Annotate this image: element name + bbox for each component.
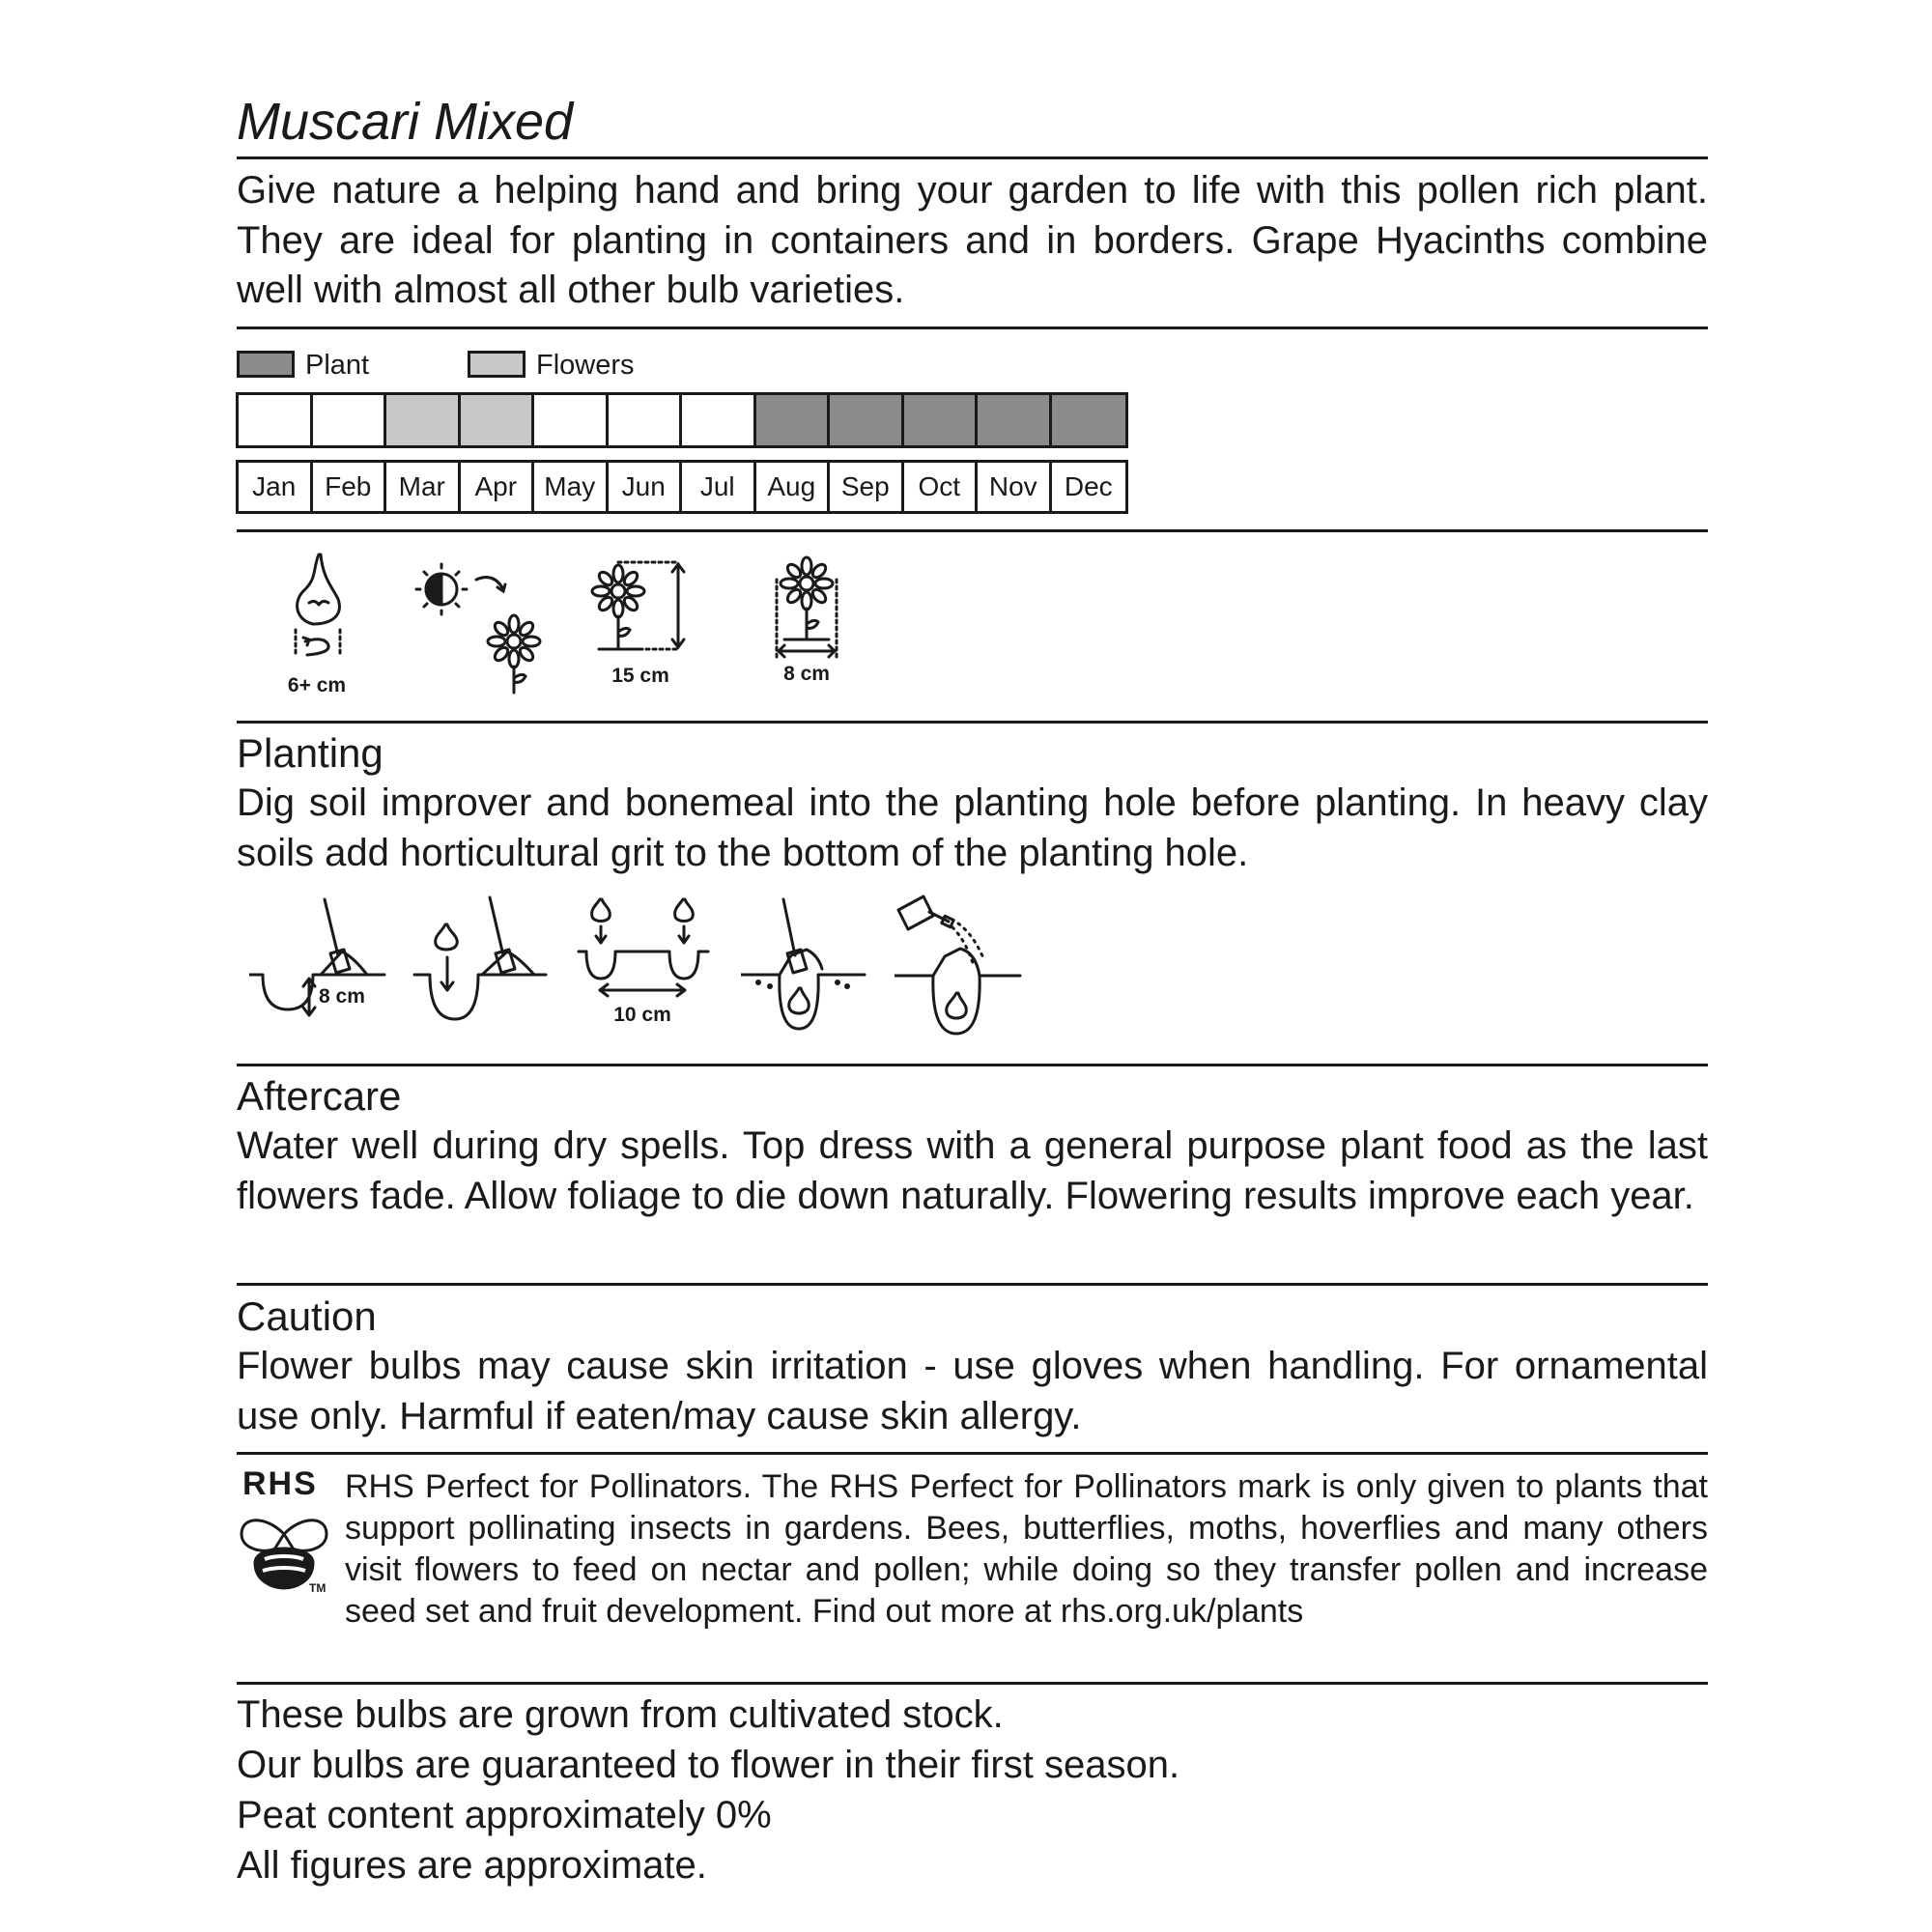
month-label-apr: Apr xyxy=(461,463,535,511)
month-label-may: May xyxy=(534,463,609,511)
planting-depth-label: 6+ cm xyxy=(287,674,347,696)
intro-text: Give nature a helping hand and bring your garden to life with this pollen rich plant. They are ideal for planting in containers and in borders. Grape Hyacinths combine well with almost all other bulb varieties. xyxy=(237,169,1708,311)
footer-line: All figures are approximate. xyxy=(237,1844,707,1887)
divider xyxy=(237,1064,1708,1066)
plant-spread-label: 8 cm xyxy=(783,663,830,685)
calendar-cell-dec xyxy=(1052,395,1126,445)
caution-text: Flower bulbs may cause skin irritation - use gloves when handling. For ornamental use only. Harmful if eaten/may cause skin allergy. xyxy=(237,1345,1708,1437)
footer-line: Peat content approximately 0% xyxy=(237,1794,772,1836)
sun-partial-shade-icon xyxy=(411,553,546,697)
month-label-jul: Jul xyxy=(682,463,756,511)
calendar-cell-oct xyxy=(904,395,979,445)
plant-legend-swatch xyxy=(237,351,295,378)
calendar-cell-sep xyxy=(830,395,904,445)
month-label-oct: Oct xyxy=(904,463,979,511)
flowers-legend-label: Flowers xyxy=(536,350,635,381)
divider xyxy=(237,327,1708,329)
calendar-cell-jun xyxy=(609,395,683,445)
month-label-dec: Dec xyxy=(1064,471,1113,501)
planting-heading: Planting xyxy=(237,730,384,776)
rhs-link[interactable]: rhs.org.uk/plants xyxy=(1060,1593,1304,1630)
month-label-jan: Jan xyxy=(239,463,313,511)
bee-icon xyxy=(236,1505,332,1594)
plant-spread-icon xyxy=(763,551,850,696)
footer-line: These bulbs are grown from cultivated stock. xyxy=(237,1693,1004,1736)
calendar-cell-nov xyxy=(978,395,1052,445)
month-label-sep: Sep xyxy=(830,463,904,511)
calendar-cell-feb xyxy=(313,395,387,445)
month-label-nov: Nov xyxy=(978,463,1052,511)
divider xyxy=(237,1682,1708,1685)
month-label-mar: Mar xyxy=(386,463,461,511)
dig-hole-icon xyxy=(249,894,389,1019)
place-bulb-icon xyxy=(411,894,551,1029)
plant-legend-label: Plant xyxy=(305,350,370,381)
footer-line: Our bulbs are guaranteed to flower in their first season. xyxy=(237,1744,1180,1786)
calendar-cell-aug xyxy=(756,395,831,445)
caution-heading: Caution xyxy=(237,1293,377,1339)
rhs-logo-text: RHS xyxy=(242,1465,318,1502)
trademark-label: TM xyxy=(309,1581,327,1594)
watering-can-icon xyxy=(895,889,1039,1043)
cover-soil-icon xyxy=(741,894,871,1034)
rhs-body: . The RHS Perfect for Pollinators mark is only given to plants that support pollinating insects in gardens. Bees, butterflies, moths, hoverflies and many others visit flowers to feed on nectar and pollen; while doing so they transfer pollen and increase seed set and fruit development. Find out more at xyxy=(345,1468,1708,1630)
divider xyxy=(237,1283,1708,1286)
plant-height-icon xyxy=(585,551,701,696)
month-label-jun: Jun xyxy=(609,463,683,511)
bulb-spacing-label: 10 cm xyxy=(613,1004,671,1026)
divider xyxy=(237,529,1708,532)
dig-depth-label: 8 cm xyxy=(319,985,365,1008)
calendar-cell-apr xyxy=(461,395,535,445)
calendar-status-row xyxy=(236,392,1128,448)
divider xyxy=(237,721,1708,724)
month-label-aug: Aug xyxy=(756,463,831,511)
bulb-spacing-icon xyxy=(577,894,712,1029)
calendar-cell-jul xyxy=(682,395,756,445)
plant-height-label: 15 cm xyxy=(611,665,669,687)
page-title: Muscari Mixed xyxy=(237,93,574,151)
planting-text: Dig soil improver and bonemeal into the planting hole before planting. In heavy clay soils add horticultural grit to the bottom of the planting hole. xyxy=(237,781,1708,874)
aftercare-heading: Aftercare xyxy=(237,1073,402,1119)
rhs-description xyxy=(345,1466,1708,1633)
rhs-lead: RHS Perfect for Pollinators xyxy=(345,1468,743,1505)
calendar-cell-mar xyxy=(386,395,461,445)
calendar-month-row xyxy=(236,460,1128,514)
flowers-legend-swatch xyxy=(468,351,526,378)
divider xyxy=(237,156,1708,159)
aftercare-text: Water well during dry spells. Top dress with a general purpose plant food as the last flowers fade. Allow foliage to die down naturally. Flowering results improve each year. xyxy=(237,1124,1708,1217)
calendar-cell-may xyxy=(534,395,609,445)
month-label-feb: Feb xyxy=(313,463,387,511)
planting-depth-icon xyxy=(270,549,363,703)
calendar-cell-jan xyxy=(239,395,313,445)
divider xyxy=(237,1452,1708,1455)
